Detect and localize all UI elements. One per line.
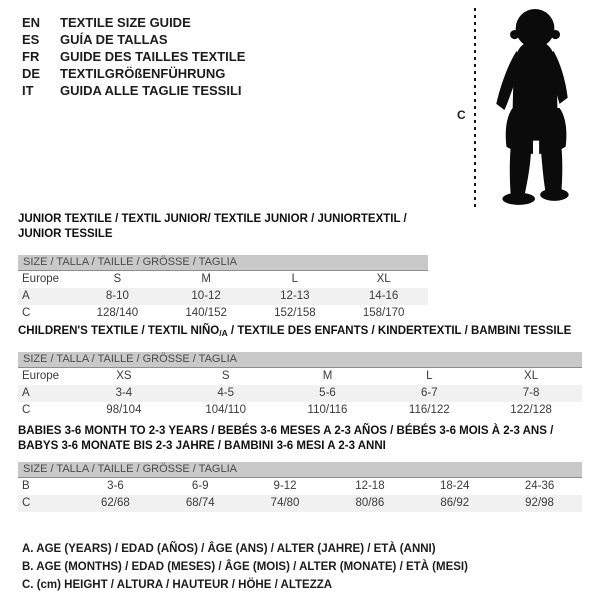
table-cell: M xyxy=(201,273,211,285)
language-label: GUÍA DE TALLAS xyxy=(60,32,168,47)
table-cell: 6-9 xyxy=(191,480,209,492)
row-label: C xyxy=(22,307,31,319)
table-cell: 152/158 xyxy=(274,307,316,319)
table-row xyxy=(18,495,582,512)
language-label: TEXTILGRÖßENFÜHRUNG xyxy=(60,66,226,81)
table-row xyxy=(18,402,582,419)
size-header-bar: SIZE / TALLA / TAILLE / GRÖSSE / TAGLIA xyxy=(18,462,582,478)
table-row xyxy=(18,271,428,288)
table-cell: 3-6 xyxy=(107,480,124,492)
table-cell: 86/92 xyxy=(440,497,470,509)
title-part-subscript: /A xyxy=(219,328,228,338)
table-cell: 80/86 xyxy=(355,497,385,509)
table-cell: 6-7 xyxy=(420,387,438,399)
junior-size-table xyxy=(18,212,428,322)
table-cell: 10-12 xyxy=(191,290,221,302)
language-row xyxy=(22,31,245,48)
title-part: / TEXTILE DES ENFANTS / KINDERTEXTIL / BAMBINI TESSILE xyxy=(227,325,572,337)
baby-silhouette-icon xyxy=(482,6,584,210)
table-cell: 104/110 xyxy=(205,404,247,416)
table-cell: 5-6 xyxy=(319,387,336,399)
table-cell: XL xyxy=(376,273,391,285)
row-label: C xyxy=(22,404,31,416)
title-part: CHILDREN'S TEXTILE / TEXTIL NIÑO xyxy=(18,325,220,337)
table-row xyxy=(18,368,582,385)
language-code: ES xyxy=(22,32,40,47)
table-cell: L xyxy=(426,370,433,382)
language-row xyxy=(22,48,245,65)
language-row xyxy=(22,82,245,99)
table-cell: 24-36 xyxy=(524,480,555,492)
row-label: A xyxy=(22,387,30,399)
table-cell: 3-4 xyxy=(115,387,133,399)
language-row xyxy=(22,14,245,31)
table-cell: M xyxy=(322,370,333,382)
size-header-bar: SIZE / TALLA / TAILLE / GRÖSSE / TAGLIA xyxy=(18,255,428,271)
table-cell: 12-13 xyxy=(280,290,310,302)
table-cell: 4-5 xyxy=(217,387,234,399)
table-cell: 68/74 xyxy=(185,497,215,509)
table-cell: 12-18 xyxy=(355,480,385,492)
footnote-height: C. (cm) HEIGHT / ALTURA / HAUTEUR / HÖHE / ALTEZZA xyxy=(22,579,333,591)
table-cell: 110/116 xyxy=(307,404,348,416)
table-cell: S xyxy=(221,370,230,382)
language-row xyxy=(22,65,245,82)
table-title xyxy=(18,324,582,341)
table-row xyxy=(18,385,582,402)
table-cell: 92/98 xyxy=(525,497,554,509)
table-cell: 8-10 xyxy=(105,290,129,302)
row-label: Europe xyxy=(22,273,60,285)
row-label: A xyxy=(22,290,30,302)
language-code: IT xyxy=(22,83,34,98)
table-cell: 9-12 xyxy=(273,480,297,492)
table-cell: XS xyxy=(116,370,132,382)
table-cell: 98/104 xyxy=(106,404,142,416)
language-code: EN xyxy=(22,15,41,30)
table-row xyxy=(18,478,582,495)
footnote-list xyxy=(22,540,468,594)
table-cell: L xyxy=(291,273,299,285)
babies-size-table xyxy=(18,424,582,512)
children-size-table xyxy=(18,324,582,419)
table-title: JUNIOR TEXTILE / TEXTIL JUNIOR/ TEXTILE JUNIOR / JUNIORTEXTIL / JUNIOR TESSILE xyxy=(18,213,407,240)
height-measure-label: C xyxy=(457,108,466,122)
table-cell: S xyxy=(113,273,122,285)
table-cell: XL xyxy=(524,370,539,382)
table-cell: 62/68 xyxy=(101,497,130,509)
table-title: BABIES 3-6 MONTH TO 2-3 YEARS / BEBÉS 3-6 MESES A 2-3 AÑOS / BÉBÉS 3-6 MOIS À 2-3 ANS / xyxy=(18,425,554,437)
baby-figure xyxy=(455,5,597,211)
row-label: B xyxy=(22,480,30,492)
language-label: GUIDA ALLE TAGLIE TESSILI xyxy=(60,83,242,98)
table-cell: 122/128 xyxy=(510,404,552,416)
language-label: TEXTILE SIZE GUIDE xyxy=(60,15,191,30)
table-cell: 74/80 xyxy=(270,497,300,509)
table-cell: 116/122 xyxy=(408,404,450,416)
table-cell: 158/170 xyxy=(362,307,405,319)
size-header-bar: SIZE / TALLA / TAILLE / GRÖSSE / TAGLIA xyxy=(18,352,582,368)
footnote-age-years: A. AGE (YEARS) / EDAD (AÑOS) / ÂGE (ANS) / ALTER (JAHRE) / ETÀ (ANNI) xyxy=(22,543,436,555)
language-code: FR xyxy=(22,49,40,64)
table-cell: 140/152 xyxy=(185,307,227,319)
table-cell: 7-8 xyxy=(522,387,540,399)
row-label: C xyxy=(22,497,31,509)
height-measure-line xyxy=(474,8,476,208)
row-label: Europe xyxy=(22,370,60,382)
table-title-line2: BABYS 3-6 MONATE BIS 2-3 JAHRE / BAMBINI 3-6 MESI A 2-3 ANNI xyxy=(18,440,386,452)
table-cell: 18-24 xyxy=(440,480,470,492)
language-code: DE xyxy=(22,66,41,81)
footnote-age-months: B. AGE (MONTHS) / EDAD (MESES) / ÂGE (MOIS) / ALTER (MONATE) / ETÀ (MESI) xyxy=(22,561,468,573)
language-list xyxy=(22,14,245,99)
table-row xyxy=(18,288,428,305)
language-label: GUIDE DES TAILLES TEXTILE xyxy=(60,49,246,64)
table-cell: 14-16 xyxy=(368,290,399,302)
table-row xyxy=(18,305,428,322)
table-cell: 128/140 xyxy=(96,307,139,319)
